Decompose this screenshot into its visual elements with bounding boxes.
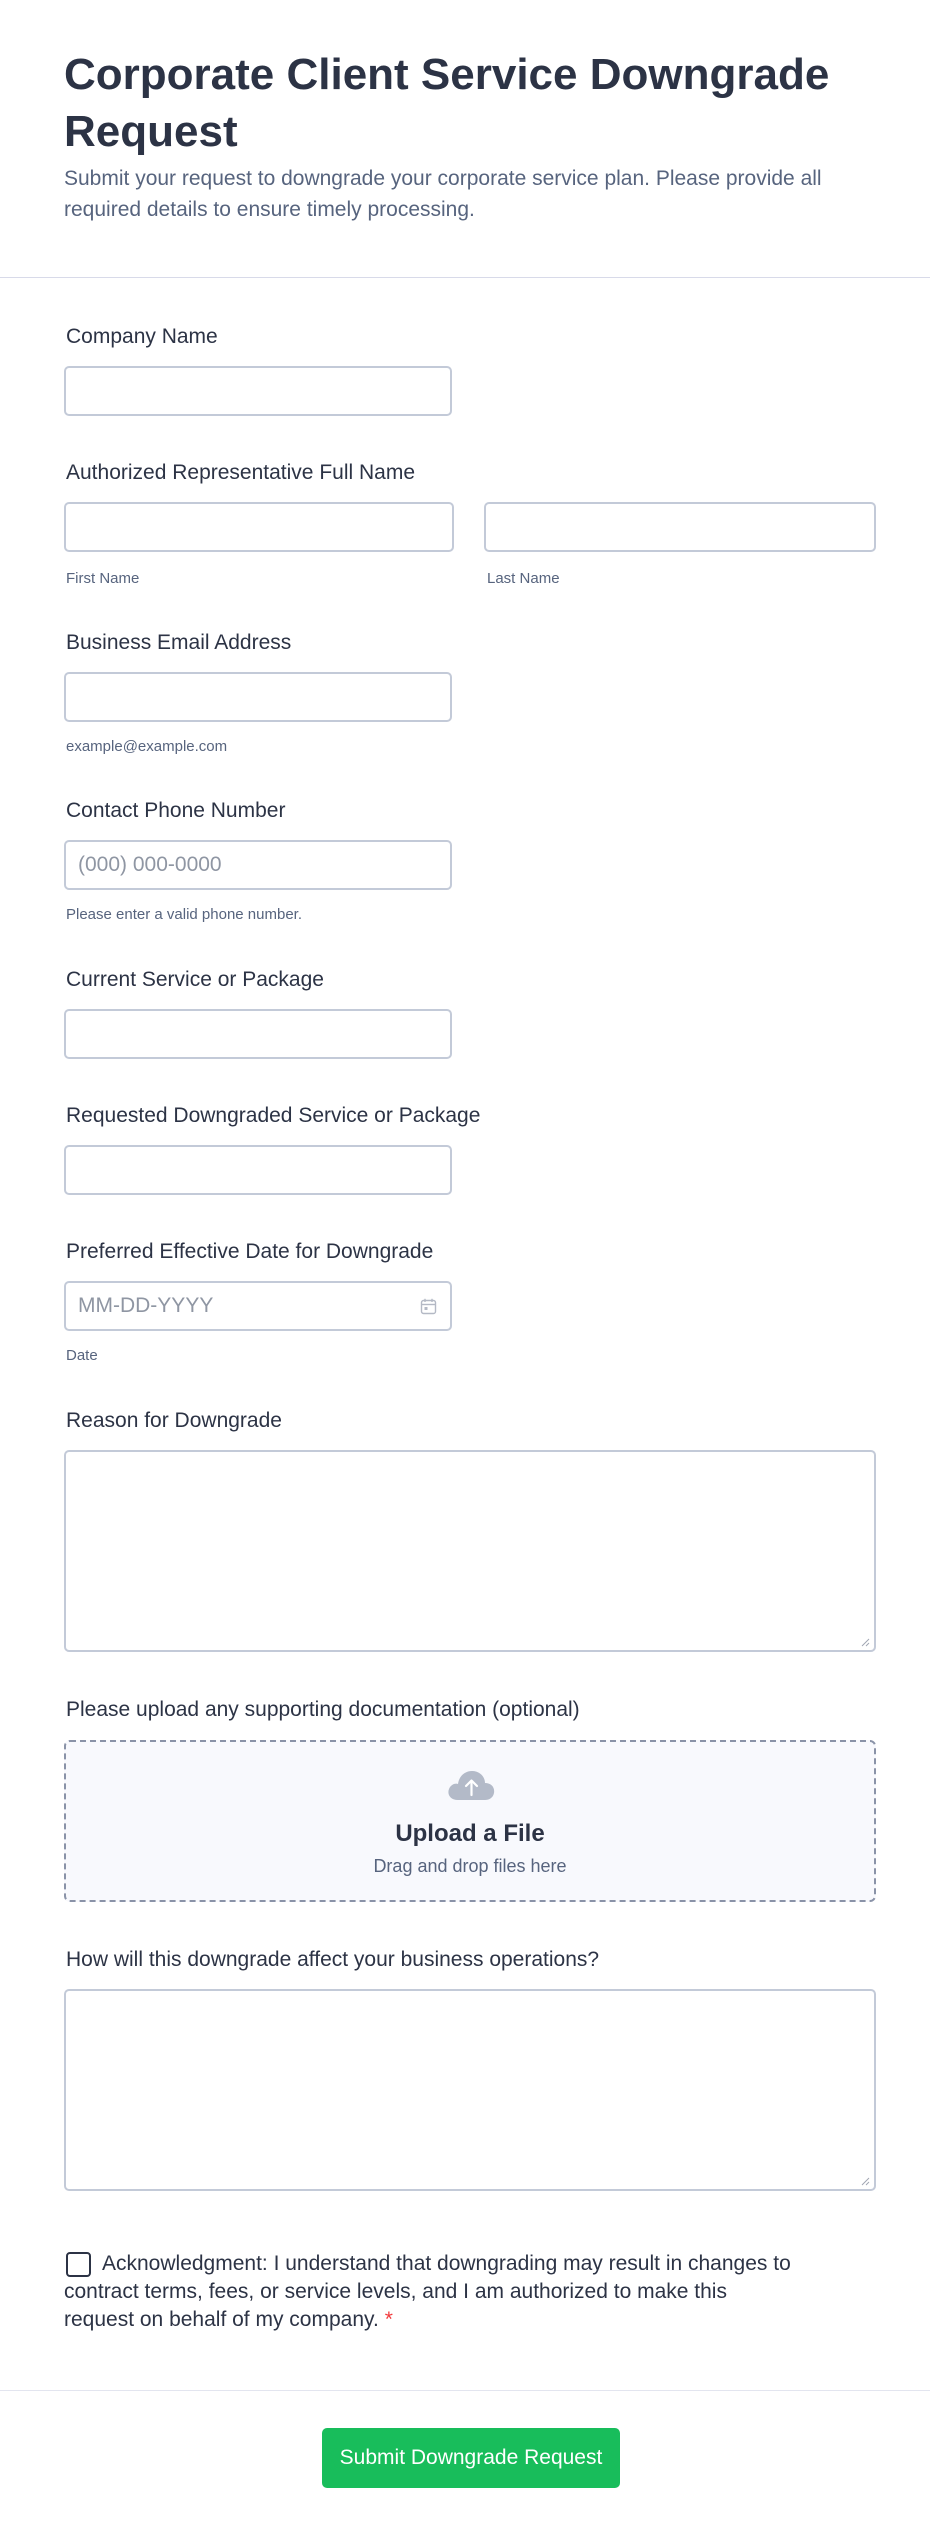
effective-date-sublabel: Date — [66, 1347, 98, 1364]
resize-grip-icon[interactable] — [860, 1637, 870, 1647]
first-name-input[interactable] — [64, 502, 454, 552]
upload-title: Upload a File — [395, 1820, 545, 1847]
effective-date-label: Preferred Effective Date for Downgrade — [66, 1240, 434, 1263]
reason-label: Reason for Downgrade — [66, 1409, 282, 1432]
company-name-input[interactable] — [64, 366, 452, 416]
page-subtitle: Submit your request to downgrade your corporate service plan. Please provide all required details to ensure timely processing. — [64, 167, 822, 221]
requested-service-label: Requested Downgraded Service or Package — [66, 1104, 481, 1127]
email-input[interactable] — [64, 672, 452, 722]
current-service-input[interactable] — [64, 1009, 452, 1059]
form-header — [0, 0, 930, 278]
upload-label: Please upload any supporting documentation (optional) — [66, 1698, 580, 1721]
representative-label: Authorized Representative Full Name — [66, 461, 416, 484]
required-asterisk: * — [384, 2308, 393, 2331]
footer-divider — [0, 2390, 930, 2391]
first-name-sublabel: First Name — [66, 570, 140, 587]
submit-button[interactable]: Submit Downgrade Request — [322, 2428, 620, 2488]
email-label: Business Email Address — [66, 631, 292, 654]
acknowledgment-text: Acknowledgment: I understand that downgrading may result in changes to contract terms, fees, or service levels, and I am authorized to make this request on behalf of my company. — [64, 2252, 791, 2331]
effective-date-input[interactable] — [64, 1281, 452, 1331]
current-service-label: Current Service or Package — [66, 968, 324, 991]
email-sublabel: example@example.com — [66, 738, 228, 755]
reason-textarea[interactable] — [64, 1450, 876, 1652]
company-name-label: Company Name — [66, 325, 218, 348]
acknowledgment-label — [64, 2250, 794, 2334]
cloud-upload-icon — [446, 1768, 496, 1802]
requested-service-input[interactable] — [64, 1145, 452, 1195]
phone-label: Contact Phone Number — [66, 799, 286, 822]
impact-textarea[interactable] — [64, 1989, 876, 2191]
phone-sublabel: Please enter a valid phone number. — [66, 906, 302, 923]
impact-label: How will this downgrade affect your business operations? — [66, 1948, 600, 1971]
last-name-input[interactable] — [484, 502, 876, 552]
resize-grip-icon[interactable] — [860, 2176, 870, 2186]
calendar-icon[interactable] — [420, 1298, 437, 1315]
last-name-sublabel: Last Name — [487, 570, 560, 587]
page-title: Corporate Client Service Downgrade Request — [64, 50, 830, 156]
file-upload-dropzone[interactable] — [64, 1740, 876, 1902]
phone-input[interactable] — [64, 840, 452, 890]
upload-subtitle: Drag and drop files here — [373, 1856, 567, 1876]
